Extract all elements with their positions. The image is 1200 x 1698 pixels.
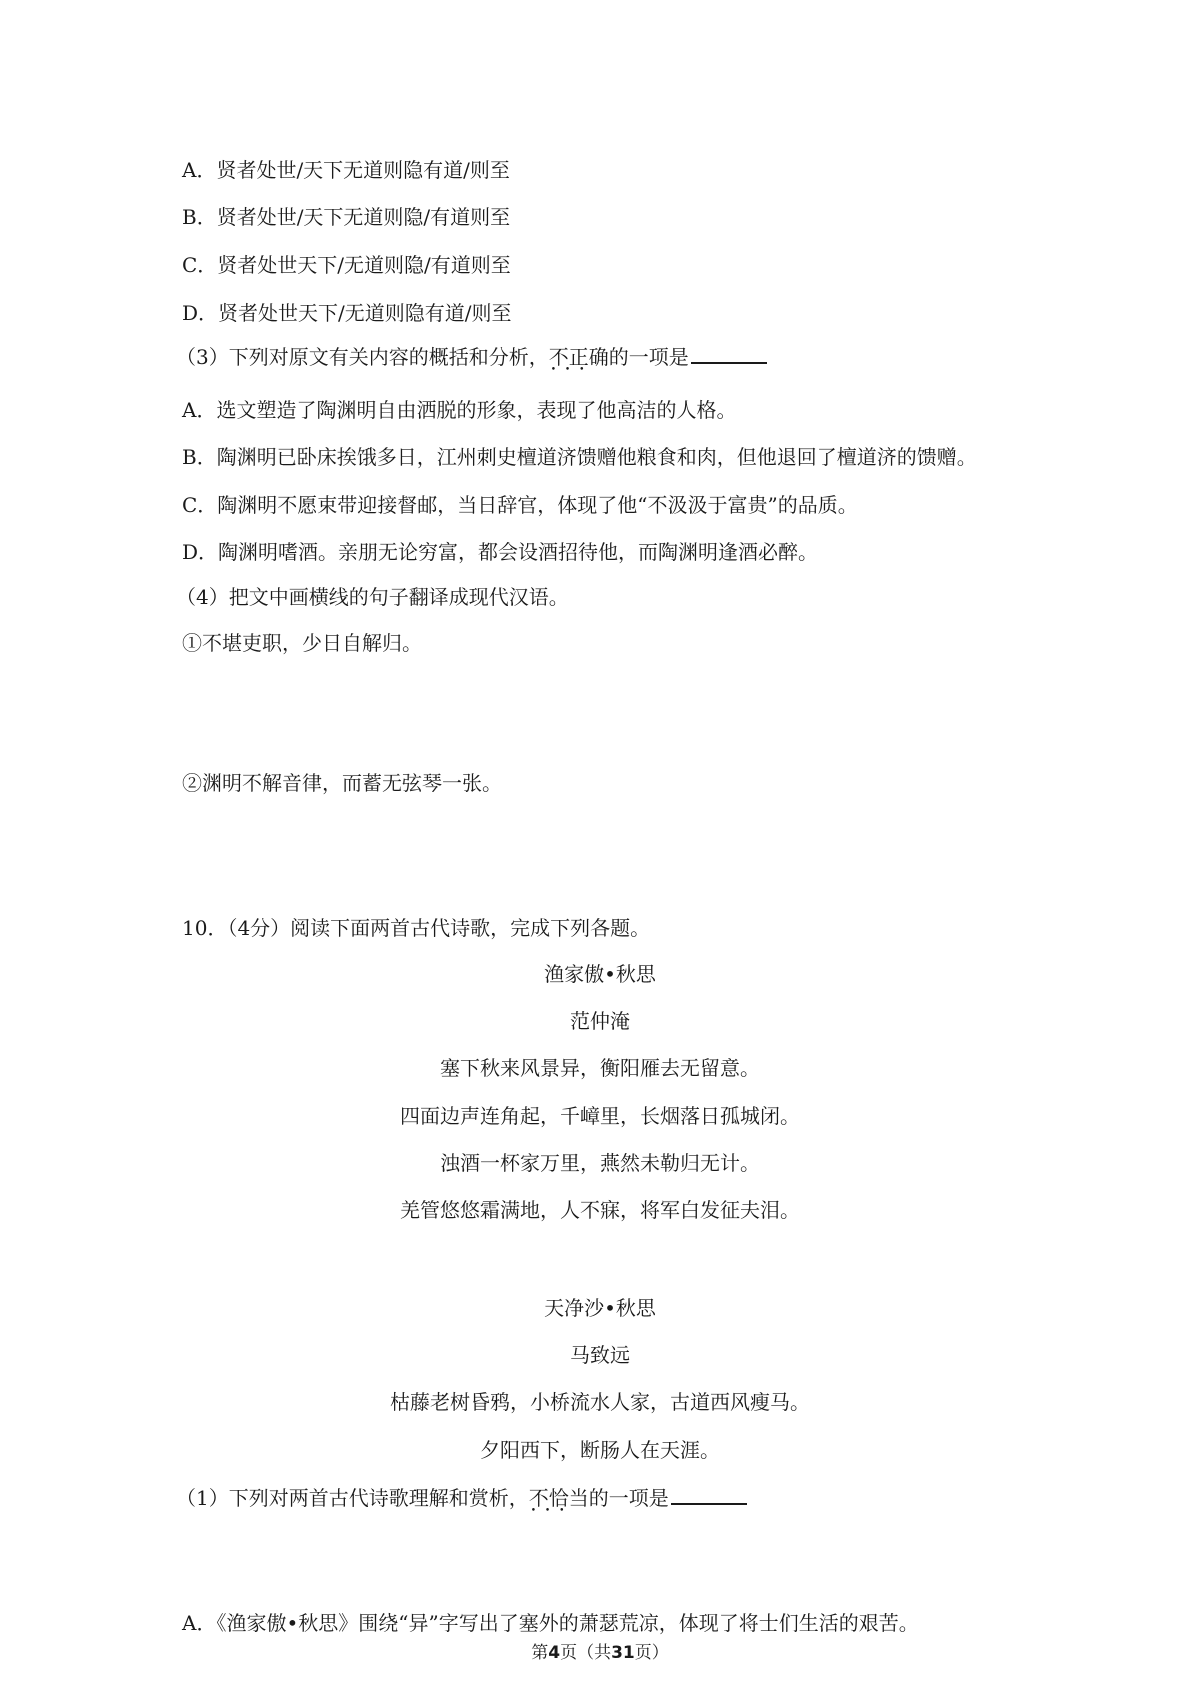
total-pages: 31: [611, 1643, 635, 1663]
poem1-author: 范仲淹: [570, 1009, 630, 1033]
poem2-title: 天净沙•秋思: [544, 1296, 656, 1320]
answer-blank: [691, 340, 767, 364]
poem1-line: 羌管悠悠霜满地，人不寐，将军白发征夫泪。: [400, 1198, 800, 1222]
poem2-line: 枯藤老树昏鸦，小桥流水人家，古道西风瘦马。: [390, 1390, 810, 1414]
question-9-4: （4）把文中画横线的句子翻译成现代汉语。: [176, 585, 569, 609]
poem1-title: 渔家傲•秋思: [544, 962, 656, 986]
poem2-line: 夕阳西下，断肠人在天涯。: [480, 1438, 720, 1462]
option-2c: C．贤者处世天下/无道则隐/有道则至: [182, 253, 511, 277]
option-3b: B．陶渊明已卧床挨饿多日，江州刺史檀道济馈赠他粮食和肉，但他退回了檀道济的馈赠。: [182, 445, 977, 469]
poem1-line: 塞下秋来风景异，衡阳雁去无留意。: [440, 1056, 760, 1080]
page-footer: [0, 1642, 1200, 1664]
sentence-1: ①不堪吏职，少日自解归。: [182, 631, 422, 655]
footer-pre: 第: [531, 1643, 549, 1663]
option-2d: D．贤者处世天下/无道则隐有道/则至: [182, 301, 512, 325]
footer-post: 页）: [634, 1643, 669, 1663]
poem1-line: 四面边声连角起，千嶂里，长烟落日孤城闭。: [400, 1104, 800, 1128]
question-text-end: 的一项是: [588, 1486, 669, 1510]
question-10-header: 10．（4分）阅读下面两首古代诗歌，完成下列各题。: [182, 916, 651, 940]
question-text: （3）下列对原文有关内容的概括和分析，: [176, 345, 549, 369]
page-number: 4: [548, 1643, 561, 1663]
question-text-end: 的一项是: [608, 345, 689, 369]
poem1-line: 浊酒一杯家万里，燕然未勒归无计。: [440, 1151, 760, 1175]
option-2a: A．贤者处世/天下无道则隐有道/则至: [182, 158, 510, 182]
poem2-author: 马致远: [570, 1343, 630, 1367]
emphasis-text: 不正确 • • •: [549, 343, 609, 371]
question-10-1: [176, 1481, 747, 1512]
option-3c: C．陶渊明不愿束带迎接督邮，当日辞官，体现了他“不汲汲于富贵”的品质。: [182, 493, 858, 517]
option-10a: A．《渔家傲•秋思》围绕“异”字写出了塞外的萧瑟荒凉，体现了将士们生活的艰苦。: [182, 1611, 919, 1635]
question-9-3: [176, 340, 767, 371]
option-2b: B．贤者处世/天下无道则隐/有道则至: [182, 205, 511, 229]
emphasis-text: 不恰当 • • •: [529, 1484, 589, 1512]
option-3d: D．陶渊明嗜酒。亲朋无论穷富，都会设酒招待他，而陶渊明逢酒必醉。: [182, 540, 819, 564]
question-text: （1）下列对两首古代诗歌理解和赏析，: [176, 1486, 529, 1510]
answer-blank: [671, 1481, 747, 1505]
sentence-2: ②渊明不解音律，而蓄无弦琴一张。: [182, 771, 502, 795]
footer-mid: 页（共: [560, 1643, 612, 1663]
option-3a: A．选文塑造了陶渊明自由洒脱的形象，表现了他高洁的人格。: [182, 398, 737, 422]
